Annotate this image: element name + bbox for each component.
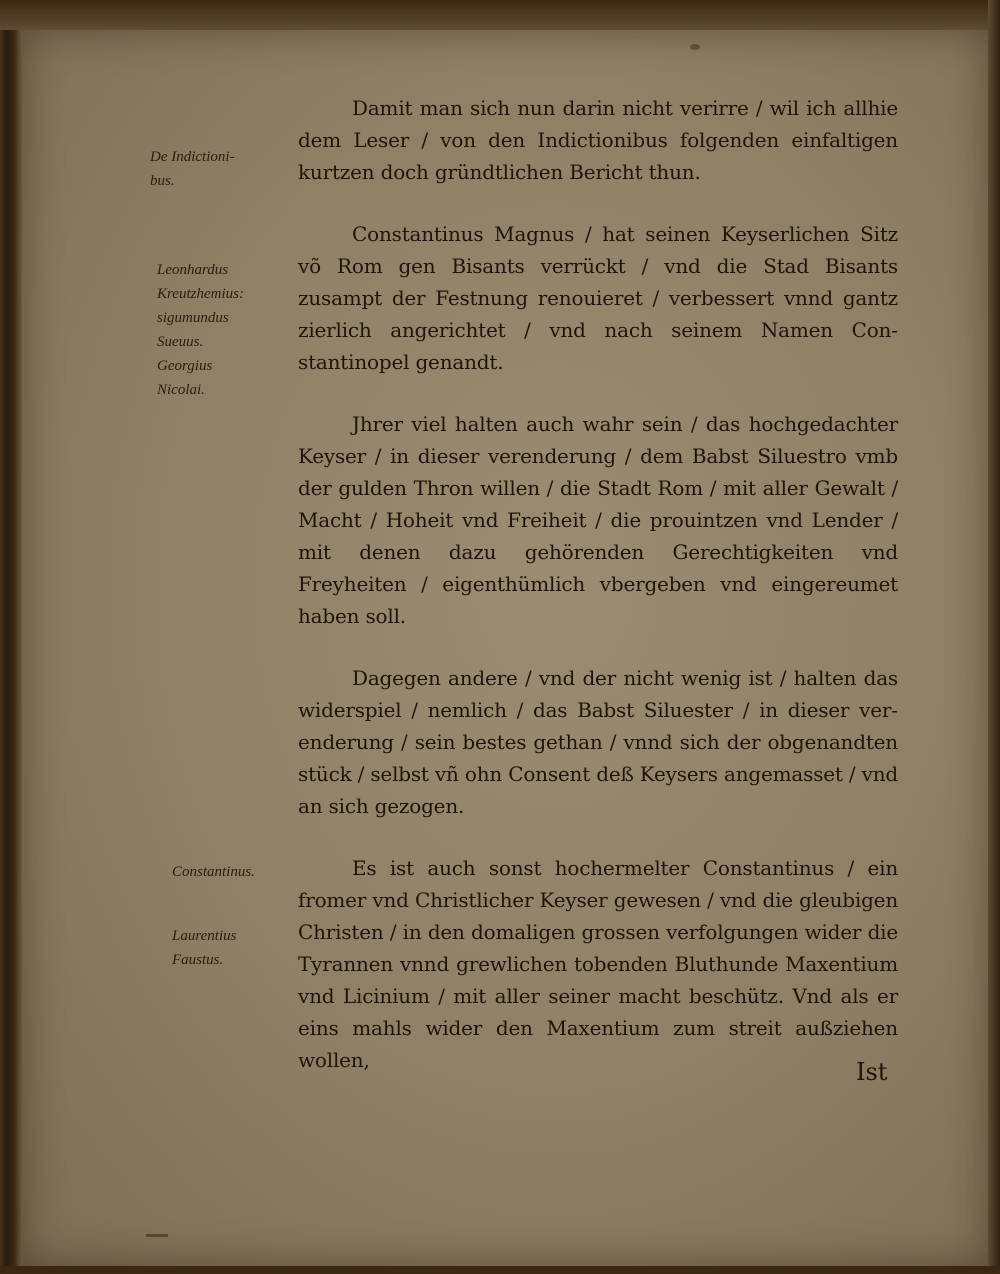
margin-note-line: De Indictioni-: [150, 149, 235, 165]
paragraph-5: Es ist auch sonst hochermelter Constantinus / ein fromer vnd Christlicher Keyser gewesen / vnd die gleubigen Christen / in den domaligen grossen verfolgungen wider die Tyrannen vnnd grewlichen tobenden Bluthunde Maxentium vnd Licinium / mit aller seiner macht beschütz. Vnd als er eins mahls wider den Maxentium zum streit außziehen wollen,: [298, 856, 898, 1072]
margin-note-authors: [157, 258, 292, 402]
catchword: Ist: [856, 1058, 888, 1086]
paragraph-2: Constantinus Magnus / hat seinen Keyserlichen Sitz võ Rom gen Bisants verrückt / vnd die Stad Bisants zusampt der Festnung renouieret / verbessert vnnd gantz zierlich angerichtet / vnd nach seinem Namen Constantinopel genandt.: [298, 222, 898, 374]
margin-note-line: Georgius: [157, 358, 213, 374]
margin-note-line: Kreutzhemius:: [157, 286, 244, 302]
paragraph-1: Damit man sich nun darin nicht verirre / wil ich allhie dem Leser / von den Indictionibus folgenden einfaltigen kurtzen doch gründtlichen Bericht thun.: [298, 96, 898, 184]
margin-note-line: bus.: [150, 173, 175, 189]
margin-note-line: sigumundus: [157, 310, 229, 326]
margin-note-constantinus: [172, 860, 302, 884]
top-edge: [0, 0, 1000, 30]
margin-note-line: Constantinus.: [172, 864, 255, 880]
main-text-column: [298, 92, 898, 1106]
ink-spot: [690, 44, 700, 50]
margin-note-indictionibus: [150, 145, 280, 193]
paragraph-3: Jhrer viel halten auch wahr sein / das hochgedachter Keyser / in dieser verenderung / dem Babst Siluestro vmb der gulden Thron willen / die Stadt Rom / mit aller Gewalt / Macht / Hoheit vnd Freiheit / die prouintzen vnd Lender / mit denen dazu gehörenden Gerechtigkeiten vnd Freyheiten / eigenthümlich vbergeben vnd eingereumet haben soll.: [298, 412, 898, 628]
margin-note-laurentius: [172, 924, 302, 972]
margin-note-line: Faustus.: [172, 952, 224, 968]
paragraph-4: Dagegen andere / vnd der nicht wenig ist / halten das widerspiel / nemlich / das Babst Siluester / in dieser verenderung / sein bestes gethan / vnnd sich der obgenandten stück / selbst vñ ohn Consent deß Keysers angemasset / vnd an sich gezogen.: [298, 666, 898, 818]
right-edge: [988, 0, 1000, 1274]
margin-note-line: Leonhardus: [157, 262, 229, 278]
margin-note-line: Nicolai.: [157, 382, 205, 398]
margin-note-line: Laurentius: [172, 928, 237, 944]
bottom-edge: [0, 1266, 1000, 1274]
margin-note-line: Sueuus.: [157, 334, 204, 350]
ink-speck: [146, 1234, 168, 1237]
